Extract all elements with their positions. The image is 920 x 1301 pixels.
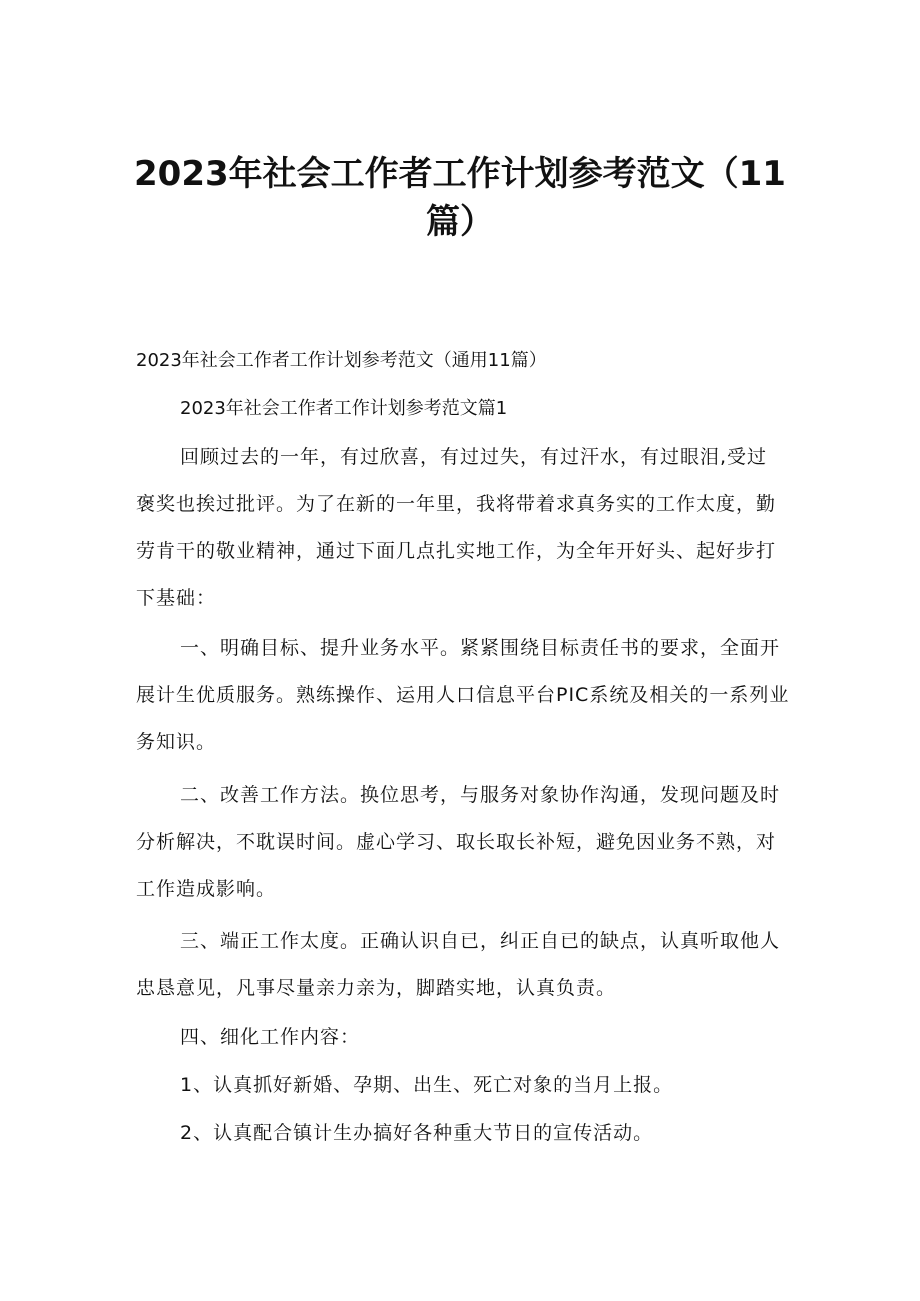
paragraph-line: 工作造成影响。 <box>136 878 277 900</box>
paragraph-1 <box>136 434 796 622</box>
paragraph-line: 下基础： <box>136 587 217 609</box>
paragraph-3 <box>136 772 796 913</box>
paragraph-line: 二、改善工作方法。换位思考，与服务对象协作沟通，发现问题及时 <box>180 784 781 806</box>
paragraph-line: 务知识。 <box>136 731 217 753</box>
title-line-1: 2023年社会工作者工作计划参考范文（11 <box>134 154 786 194</box>
document-subtitle: 2023年社会工作者工作计划参考范文（通用11篇） <box>136 350 547 371</box>
paragraph-line: 劳肯干的敬业精神，通过下面几点扎实地工作，为全年开好头、起好步打 <box>136 540 777 562</box>
paragraph-line: 展计生优质服务。熟练操作、运用人口信息平台PIC系统及相关的一系列业 <box>136 684 790 706</box>
paragraph-line: 三、端正工作太度。正确认识自已，纠正自已的缺点，认真听取他人 <box>180 930 781 952</box>
paragraph-line: 一、明确目标、提升业务水平。紧紧围绕目标责任书的要求，全面开 <box>180 637 781 659</box>
section-heading: 2023年社会工作者工作计划参考范文篇1 <box>180 398 508 419</box>
list-item: 1、认真抓好新婚、孕期、出生、死亡对象的当月上报。 <box>180 1074 674 1096</box>
list-item: 2、认真配合镇计生办搞好各种重大节日的宣传活动。 <box>180 1122 654 1144</box>
paragraph-line: 分析解决，不耽误时间。虚心学习、取长取长补短，避免因业务不熟，对 <box>136 831 777 853</box>
paragraph-2 <box>136 625 796 766</box>
document-title <box>130 150 790 246</box>
paragraph-line: 忠恳意见，凡事尽量亲力亲为，脚踏实地，认真负责。 <box>136 977 617 999</box>
list-heading: 四、细化工作内容： <box>180 1026 361 1048</box>
paragraph-line: 回顾过去的一年，有过欣喜，有过过失，有过汗水，有过眼泪,受过 <box>180 446 768 468</box>
paragraph-line: 褒奖也挨过批评。为了在新的一年里，我将带着求真务实的工作太度，勤 <box>136 493 777 515</box>
title-line-2: 篇） <box>426 202 494 242</box>
paragraph-4 <box>136 918 796 1012</box>
